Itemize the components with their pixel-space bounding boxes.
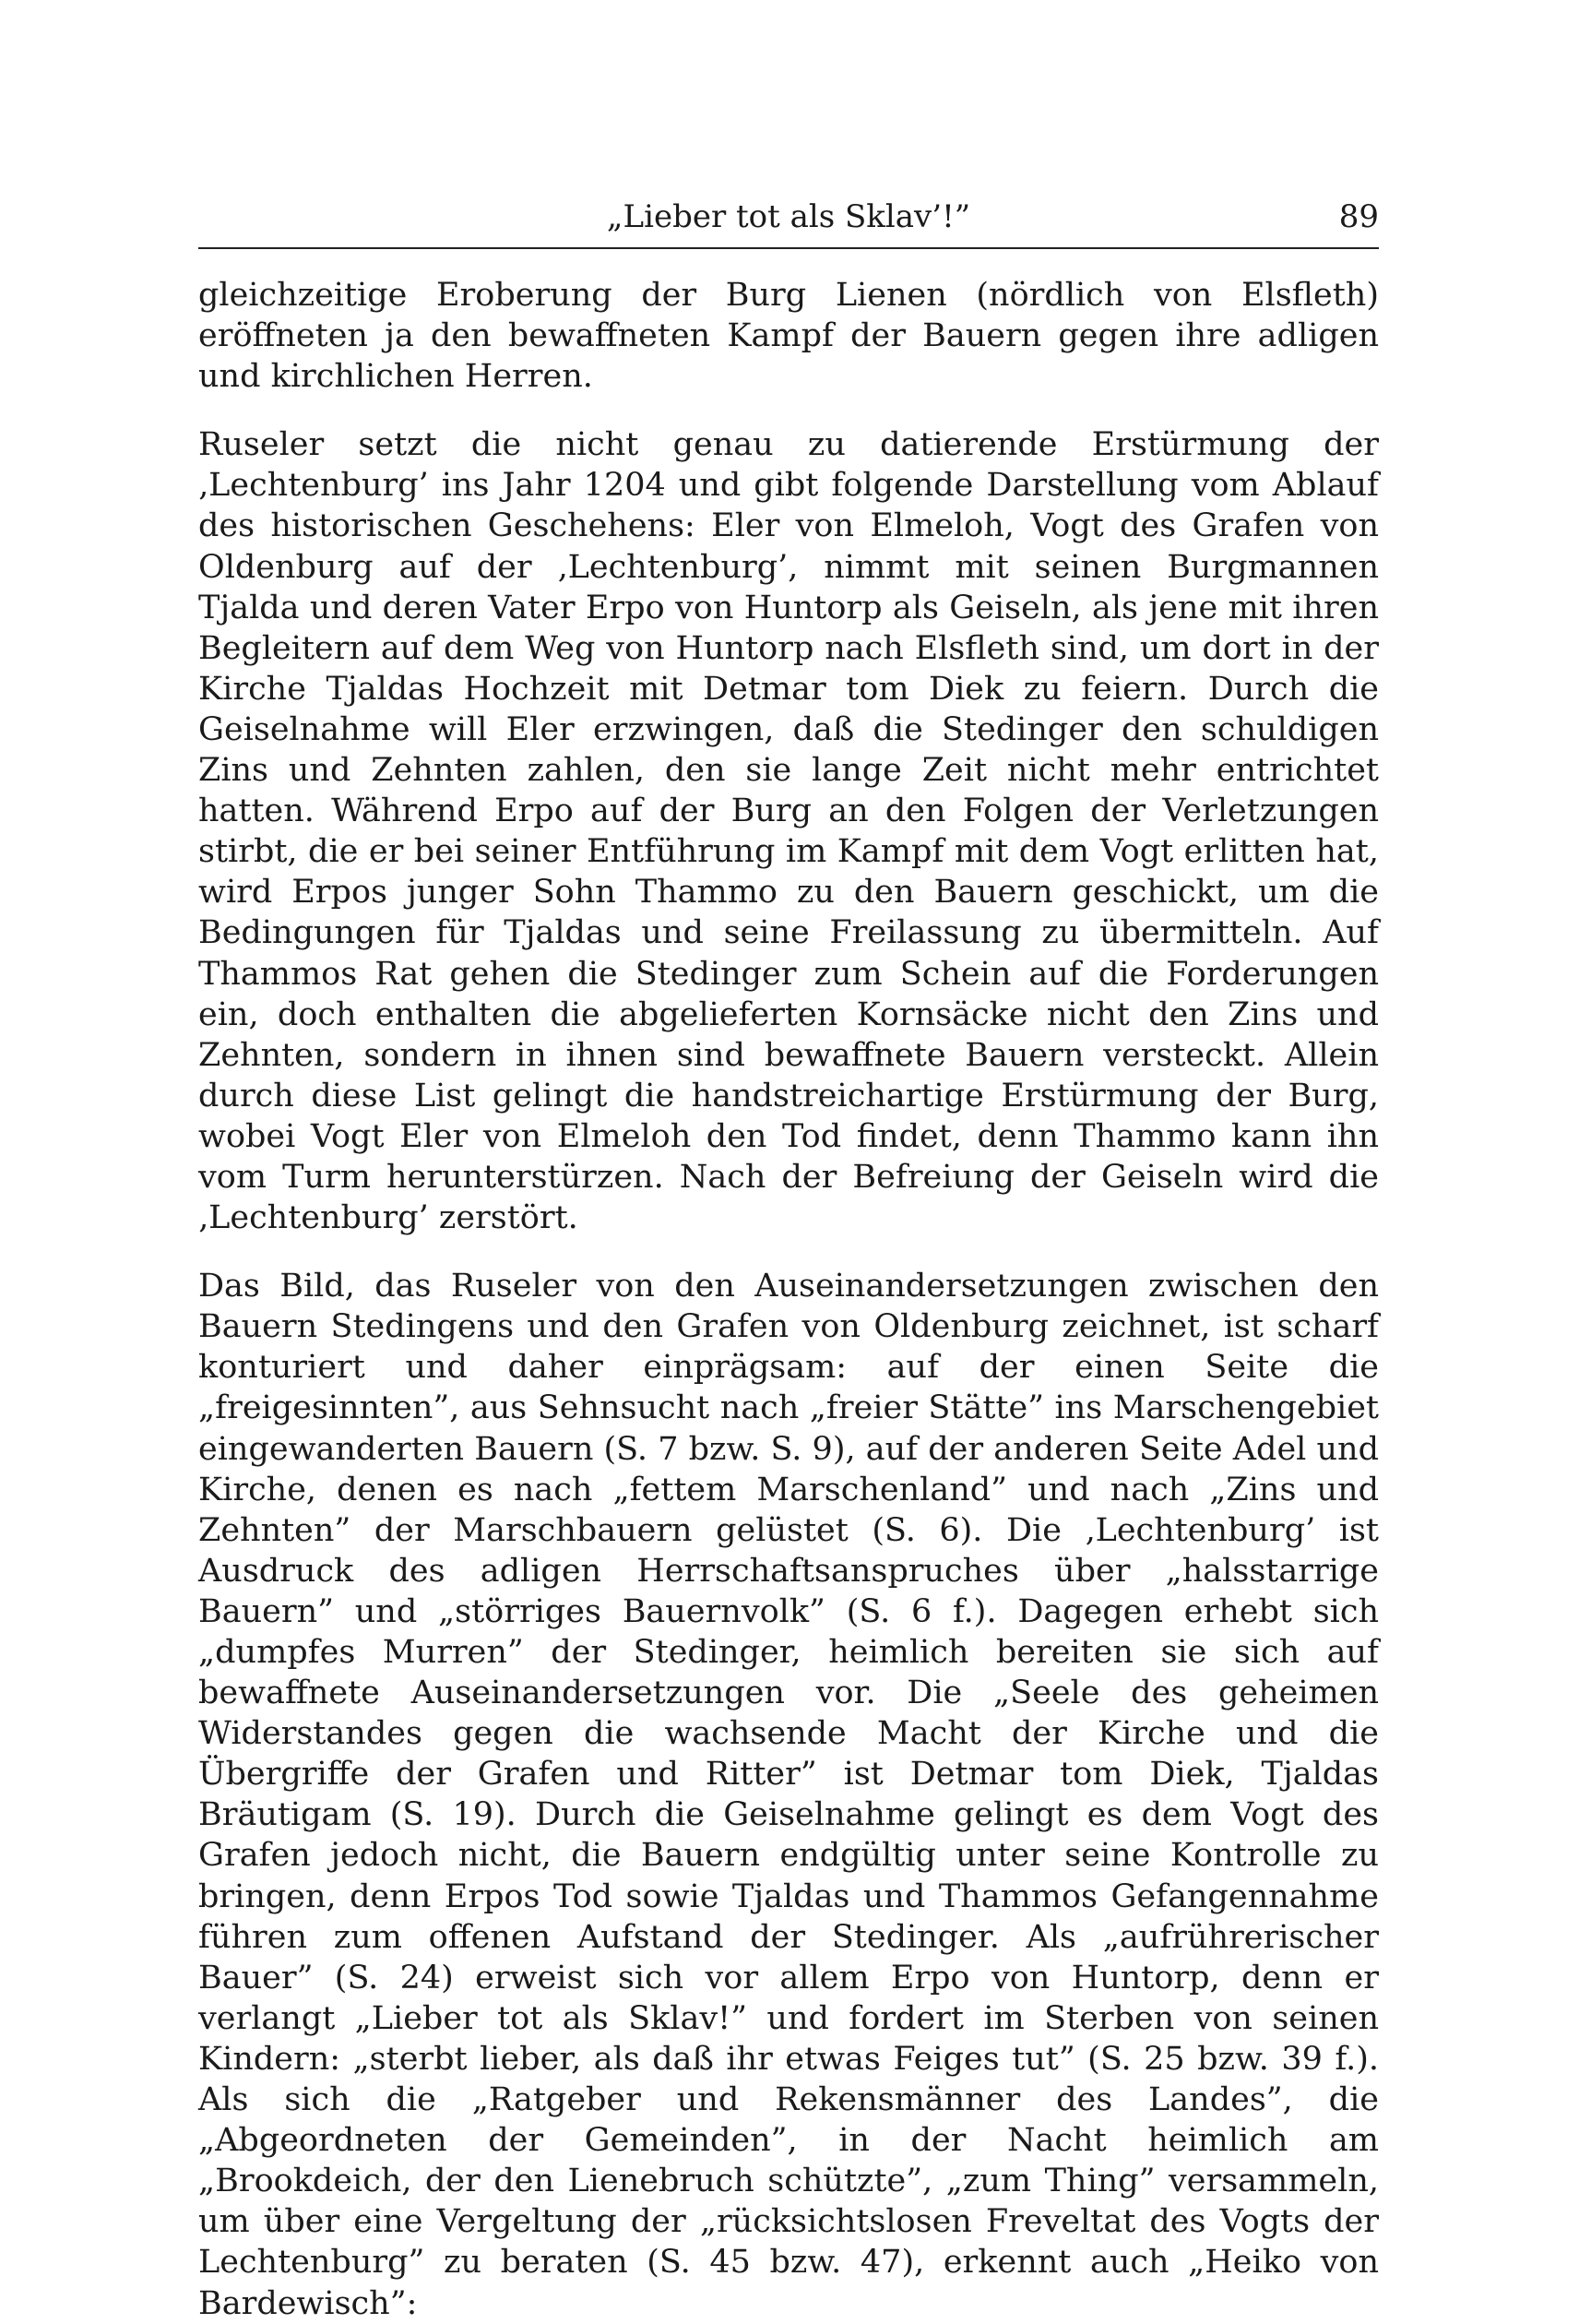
body-text [198, 275, 1379, 2324]
running-header [198, 189, 1379, 244]
paragraph: gleichzeitige Eroberung der Burg Lienen (nördlich von Elsfleth) eröffneten ja den bewaffneten Kampf der Bauern gegen ihre adligen und kirchlichen Herren. [198, 277, 1379, 396]
running-title: „Lieber tot als Sklav’!” [606, 198, 971, 235]
header-rule [198, 247, 1379, 249]
paragraph: Ruseler setzt die nicht genau zu datierende Erstürmung der ‚Lechtenburg’ ins Jahr 1204 und gibt folgende Darstellung vom Ablauf des historischen Geschehens: Eler von Elmeloh, Vogt des Grafen von Oldenburg auf der ‚Lechtenburg’, nimmt mit seinen Burgmannen Tjalda und deren Vater Erpo von Huntorp als Geiseln, als jene mit ihren Begleitern auf dem Weg von Huntorp nach Elsfleth sind, um dort in der Kirche Tjaldas Hochzeit mit Detmar tom Diek zu feiern. Durch die Geiselnahme will Eler erzwingen, daß die Stedinger den schuldigen Zins und Zehnten zahlen, den sie lange Zeit nicht mehr entrichtet hatten. Während Erpo auf der Burg an den Folgen der Verletzungen stirbt, die er bei seiner Entführung im Kampf mit dem Vogt erlitten hat, wird Erpos junger Sohn Thammo zu den Bauern geschickt, um die Bedingungen für Tjaldas und seine Freilassung zu übermitteln. Auf Thammos Rat gehen die Stedinger zum Schein auf die Forderungen ein, doch enthalten die abgelieferten Kornsäcke nicht den Zins und Zehnten, sondern in ihnen sind bewaffnete Bauern versteckt. Allein durch diese List gelingt die handstreichartige Erstürmung der Burg, wobei Vogt Eler von Elmeloh den Tod findet, denn Thammo kann ihn vom Turm herunterstürzen. Nach der Befreiung der Geiseln wird die ‚Lechtenburg’ zerstört. [198, 426, 1379, 1237]
page-number: 89 [1338, 198, 1379, 235]
paragraph: Das Bild, das Ruseler von den Auseinandersetzungen zwischen den Bauern Stedingens und den Grafen von Oldenburg zeichnet, ist scharf konturiert und daher einprägsam: auf der einen Seite die „freigesinnten”, aus Sehnsucht nach „freier Stätte” ins Marschengebiet eingewanderten Bauern (S. 7 bzw. S. 9), auf der anderen Seite Adel und Kirche, denen es nach „fettem Marschenland” und nach „Zins und Zehnten” der Marschbauern gelüstet (S. 6). Die ‚Lechtenburg’ ist Ausdruck des adligen Herrschaftsanspruches über „halsstarrige Bauern” und „störriges Bauernvolk” (S. 6 f.). Dagegen erhebt sich „dumpfes Murren” der Stedinger, heimlich bereiten sie sich auf bewaffnete Auseinandersetzungen vor. Die „Seele des geheimen Widerstandes gegen die wachsende Macht der Kirche und die Übergriffe der Grafen und Ritter” ist Detmar tom Diek, Tjaldas Bräutigam (S. 19). Durch die Geiselnahme gelingt es dem Vogt des Grafen jedoch nicht, die Bauern endgültig unter seine Kontrolle zu bringen, denn Erpos Tod sowie Tjaldas und Thammos Gefangennahme führen zum offenen Aufstand der Stedinger. Als „aufrührerischer Bauer” (S. 24) erweist sich vor allem Erpo von Huntorp, denn er verlangt „Lieber tot als Sklav!” und fordert im Sterben von seinen Kindern: „sterbt lieber, als daß ihr etwas Feiges tut” (S. 25 bzw. 39 f.). Als sich die „Ratgeber und Rekensmänner des Landes”, die „Abgeordneten der Gemeinden”, in der Nacht heimlich am „Brookdeich, der den Lienebruch schützte”, „zum Thing” versammeln, um über eine Vergeltung der „rücksichtslosen Freveltat des Vogts der Lechtenburg” zu beraten (S. 45 bzw. 47), erkennt auch „Heiko von Bardewisch”: [198, 1268, 1379, 2322]
